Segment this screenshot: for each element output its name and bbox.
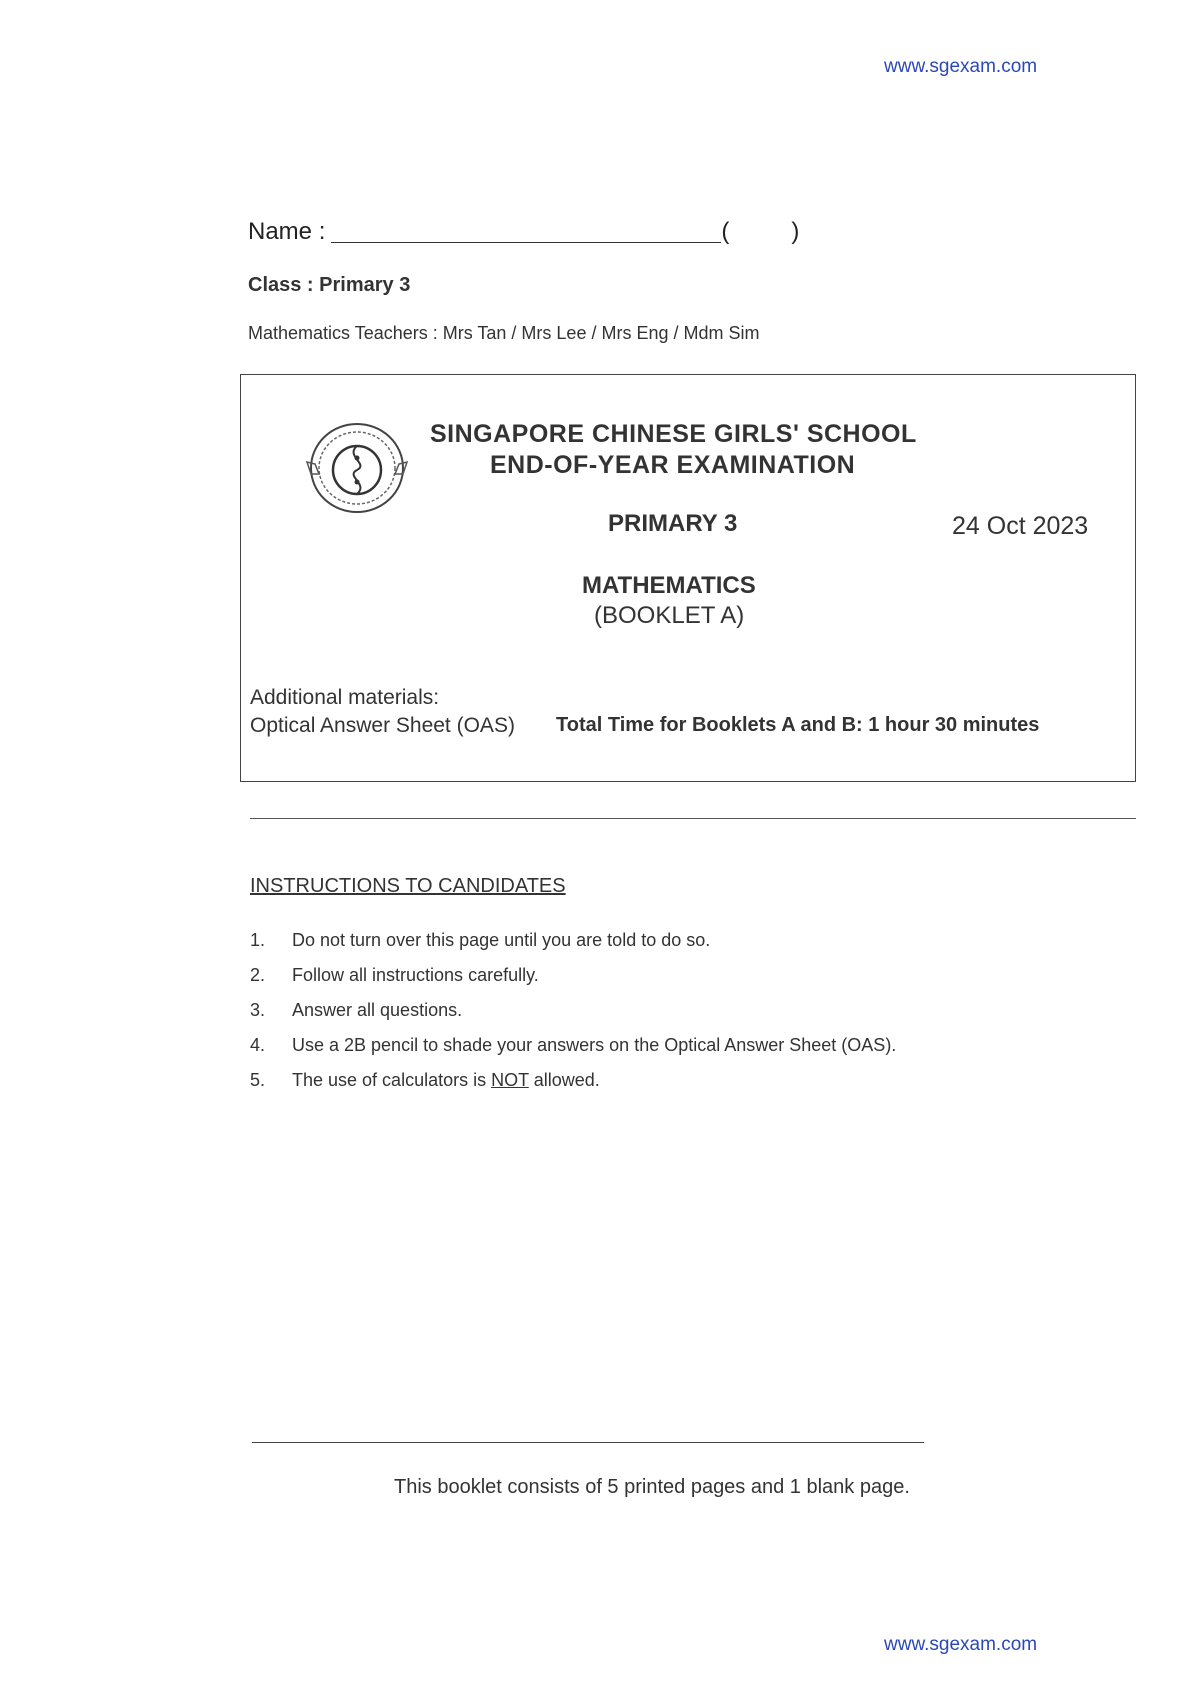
- footer-note: This booklet consists of 5 printed pages and 1 blank page.: [394, 1476, 910, 1498]
- instructions-list: [250, 930, 896, 1105]
- subject-title: MATHEMATICS: [582, 572, 756, 599]
- divider-line: [250, 818, 1136, 819]
- name-field: [248, 218, 799, 246]
- emphasis-not: NOT: [491, 1070, 529, 1090]
- class-label: Class : Primary 3: [248, 274, 411, 296]
- footer-divider: [252, 1442, 924, 1443]
- school-crest-logo: [305, 418, 409, 518]
- total-time: Total Time for Booklets A and B: 1 hour 30 minutes: [556, 714, 1040, 736]
- exam-date: 24 Oct 2023: [952, 512, 1089, 540]
- level-label: PRIMARY 3: [608, 510, 738, 537]
- register-number-close: ): [791, 218, 800, 245]
- instruction-item: 2. Follow all instructions carefully.: [250, 965, 539, 985]
- instruction-item: 4. Use a 2B pencil to shade your answers on the Optical Answer Sheet (OAS).: [250, 1035, 897, 1055]
- instruction-item: 5. The use of calculators is NOT allowed.: [250, 1070, 600, 1090]
- additional-materials-label: Additional materials:: [250, 686, 440, 709]
- school-name: SINGAPORE CHINESE GIRLS' SCHOOL: [430, 420, 917, 448]
- footer-link[interactable]: www.sgexam.com: [884, 1634, 1038, 1655]
- additional-materials-item: Optical Answer Sheet (OAS): [250, 714, 515, 737]
- booklet-label: (BOOKLET A): [594, 602, 745, 629]
- instructions-heading: INSTRUCTIONS TO CANDIDATES: [250, 875, 566, 897]
- instruction-item: 3. Answer all questions.: [250, 1000, 463, 1020]
- name-blank-line[interactable]: [331, 242, 721, 243]
- instruction-item: 1. Do not turn over this page until you are told to do so.: [250, 930, 711, 950]
- name-label: Name :: [248, 218, 326, 245]
- exam-name: END-OF-YEAR EXAMINATION: [490, 451, 856, 479]
- header-link[interactable]: www.sgexam.com: [884, 56, 1038, 77]
- register-number-open: (: [721, 218, 730, 245]
- teachers-line: Mathematics Teachers : Mrs Tan / Mrs Lee / Mrs Eng / Mdm Sim: [248, 323, 760, 343]
